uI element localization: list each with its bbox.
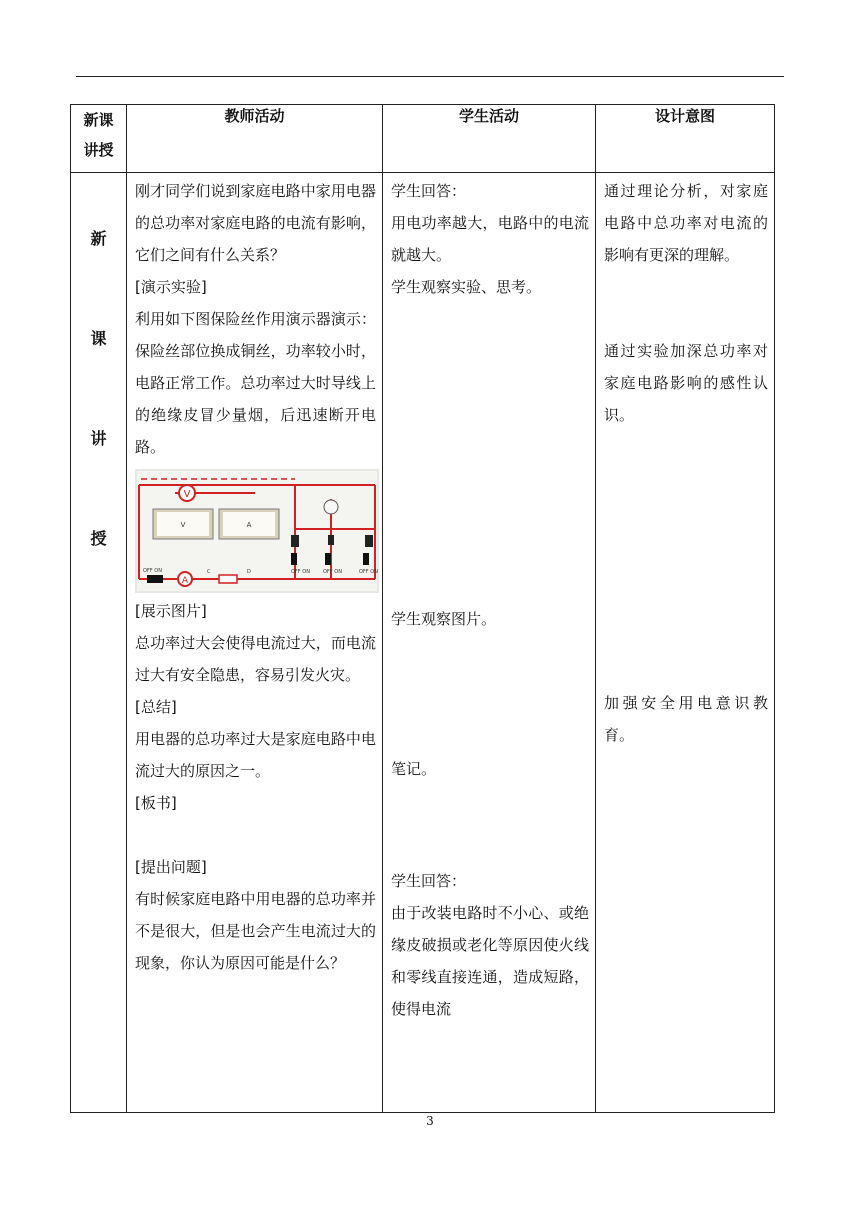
- student-text: 学生观察实验、思考。: [391, 278, 542, 296]
- header-section: 新课讲授: [71, 105, 127, 173]
- teacher-text: 总功率过大会使得电流过大，而电流过大有安全隐患，容易引发火灾。: [135, 634, 376, 684]
- intent-text: 通过理论分析，对家庭电路中总功率对电流的影响有更深的理解。: [604, 182, 768, 264]
- lesson-table: [70, 104, 775, 1113]
- student-activity: [383, 173, 596, 1113]
- meter-a-label: A: [246, 521, 252, 529]
- header-rule: [76, 76, 784, 77]
- page-number: 3: [426, 1114, 434, 1128]
- switch-1-label: OFF ON: [291, 569, 310, 575]
- student-text: 学生回答：: [391, 872, 467, 890]
- header-row: [71, 105, 775, 173]
- board-heading: [板书]: [135, 794, 177, 812]
- teacher-text: 用电器的总功率过大是家庭电路中电流过大的原因之一。: [135, 730, 376, 780]
- summary-heading: [总结]: [135, 698, 177, 716]
- header-student: 学生活动: [383, 105, 596, 173]
- section-char: 课: [90, 329, 107, 348]
- question-heading: [提出问题]: [135, 858, 207, 876]
- switch-2-label: OFF ON: [323, 569, 342, 575]
- show-heading: [展示图片]: [135, 602, 207, 620]
- voltmeter-label: V: [183, 489, 191, 500]
- fuse-demonstrator-image: [135, 469, 379, 593]
- content-row: [71, 173, 775, 1113]
- demo-heading: [演示实验]: [135, 278, 207, 296]
- student-text: 学生观察图片。: [391, 610, 497, 628]
- section-char: 新: [90, 229, 107, 248]
- section-char: 授: [90, 529, 107, 548]
- ammeter-label: A: [181, 576, 189, 586]
- bulb-icon: [324, 500, 338, 514]
- switch-3-label: OFF ON: [359, 569, 378, 575]
- fuse-icon: [219, 575, 237, 583]
- intent-text: 通过实验加深总功率对家庭电路影响的感性认识。: [604, 342, 768, 424]
- header-intent: 设计意图: [596, 105, 775, 173]
- header-teacher: 教师活动: [127, 105, 383, 173]
- student-text: 笔记。: [391, 760, 437, 778]
- node-d-label: D: [247, 569, 251, 575]
- meter-v-label: V: [180, 521, 186, 529]
- section-char: 讲: [90, 429, 107, 448]
- section-label: [71, 173, 127, 1113]
- student-text: 用电功率越大，电路中的电流就越大。: [391, 214, 589, 264]
- student-text: 学生回答：: [391, 182, 467, 200]
- switch-main-label: OFF ON: [143, 568, 162, 574]
- teacher-text: 有时候家庭电路中用电器的总功率并不是很大，但是也会产生电流过大的现象，你认为原因可能是什么？: [135, 890, 376, 972]
- intent-text: 加强安全用电意识教育。: [604, 694, 768, 744]
- teacher-activity: [127, 173, 383, 1113]
- node-c-label: C: [207, 569, 211, 575]
- design-intent: [596, 173, 775, 1113]
- student-text: 由于改装电路时不小心、或绝缘皮破损或老化等原因使火线和零线直接连通，造成短路，使得电流: [391, 904, 589, 1018]
- teacher-text: 利用如下图保险丝作用演示器演示：保险丝部位换成铜丝，功率较小时，电路正常工作。总功率过大时导线上的绝缘皮冒少量烟，后迅速断开电路。: [135, 310, 376, 456]
- teacher-text: 刚才同学们说到家庭电路中家用电器的总功率对家庭电路的电流有影响，它们之间有什么关系？: [135, 182, 376, 264]
